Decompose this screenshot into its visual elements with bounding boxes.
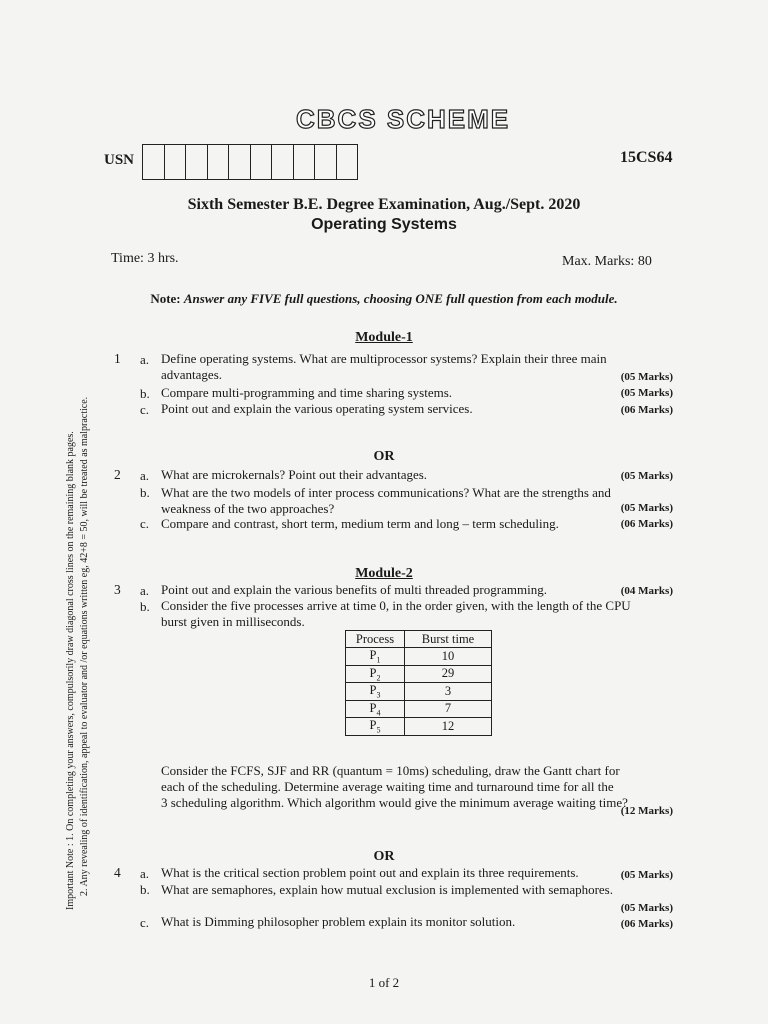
table-row — [346, 683, 492, 701]
part-letter: b. — [140, 386, 150, 401]
side-note-line2: 2. Any revealing of identification, appeal to evaluator and /or equations written eg, 42+8 = 50, will be treated as malpractice. — [79, 396, 90, 896]
marks-label: (05 Marks) — [620, 470, 673, 482]
table-header-cell: Process — [346, 631, 405, 648]
module-2-heading: Module-2 — [355, 566, 413, 581]
process-table — [345, 630, 492, 736]
process-subscript: 3 — [376, 690, 381, 700]
table-row — [346, 718, 492, 736]
note-text: Answer any FIVE full questions, choosing ONE full question from each module. — [183, 291, 618, 306]
process-subscript: 1 — [376, 655, 381, 665]
part-letter: a. — [140, 352, 150, 367]
marks-label: (12 Marks) — [620, 805, 673, 817]
part-letter: b. — [140, 882, 150, 897]
instructions-note — [0, 291, 768, 307]
table-cell: 10 — [405, 648, 492, 666]
part-letter: a. — [140, 866, 150, 881]
side-note-line1: Important Note : 1. On completing your answers, compulsorily draw diagonal cross lines on the remaining blank pages. — [65, 431, 76, 910]
process-subscript: 4 — [376, 708, 381, 717]
question-text: Point out and explain the various benefits of multi threaded programming. — [161, 582, 547, 597]
part-letter: c. — [140, 915, 150, 930]
table-row — [346, 700, 492, 718]
question-text: Compare and contrast, short term, medium term and long – term scheduling. — [161, 516, 559, 531]
table-cell: 29 — [405, 665, 492, 683]
table-header-cell: Burst time — [405, 631, 492, 648]
text-line: Define operating systems. What are multiprocessor systems? Explain their three main — [161, 351, 607, 366]
question-text: Compare multi-programming and time sharing systems. — [161, 385, 453, 400]
exam-title: Sixth Semester B.E. Degree Examination, Aug./Sept. 2020 — [187, 196, 581, 213]
process-name: P — [369, 700, 377, 715]
text-line: What are the two models of inter process communications? What are the strengths and — [161, 485, 611, 500]
marks-label: (05 Marks) — [620, 502, 673, 514]
table-cell: 7 — [405, 700, 492, 718]
marks-label: (04 Marks) — [620, 585, 673, 597]
table-header-row — [346, 631, 492, 648]
course-code: 15CS64 — [620, 149, 673, 166]
part-letter: a. — [140, 583, 150, 598]
subject-title: Operating Systems — [311, 216, 457, 233]
part-letter: b. — [140, 599, 150, 614]
part-letter: a. — [140, 468, 150, 483]
table-cell: 3 — [405, 683, 492, 701]
question-number: 1 — [114, 351, 121, 366]
text-line: Consider the five processes arrive at time 0, in the order given, with the length of the CPU — [161, 598, 631, 613]
table-cell — [346, 718, 405, 736]
table-cell — [346, 700, 405, 718]
table-cell — [346, 665, 405, 683]
page-number: 1 of 2 — [368, 975, 400, 990]
question-text — [161, 598, 673, 630]
marks-label: (05 Marks) — [620, 387, 673, 399]
process-table-wrapper — [345, 630, 492, 736]
text-line: 3 scheduling algorithm. Which algorithm would give the minimum average waiting time? — [161, 795, 628, 810]
part-letter: b. — [140, 485, 150, 500]
or-divider: OR — [373, 449, 395, 464]
part-letter: c. — [140, 516, 150, 531]
module-1-heading: Module-1 — [355, 330, 413, 345]
marks-label: (05 Marks) — [620, 902, 673, 914]
process-subscript: 5 — [376, 725, 381, 735]
scheme-logo: CBCS SCHEME — [296, 104, 511, 134]
process-name: P — [369, 718, 377, 732]
text-line: burst given in milliseconds. — [161, 614, 305, 629]
usn-boxes — [142, 144, 358, 180]
question-text: What are semaphores, explain how mutual exclusion is implemented with semaphores. — [161, 882, 613, 897]
process-name: P — [369, 665, 377, 680]
text-line: weakness of the two approaches? — [161, 501, 335, 516]
marks-label: (05 Marks) — [620, 371, 673, 383]
part-letter: c. — [140, 402, 150, 417]
side-important-note — [64, 397, 92, 910]
note-label: Note: — [150, 291, 181, 306]
table-cell — [346, 648, 405, 666]
or-divider: OR — [373, 849, 395, 864]
question-text: What are microkernals? Point out their advantages. — [161, 467, 428, 482]
text-line: advantages. — [161, 367, 223, 382]
text-line: Consider the FCFS, SJF and RR (quantum = 10ms) scheduling, draw the Gantt chart for — [161, 763, 620, 778]
question-text: What is Dimming philosopher problem explain its monitor solution. — [161, 914, 516, 929]
question-number: 4 — [114, 865, 121, 880]
text-line: each of the scheduling. Determine average waiting time and turnaround time for all the — [161, 779, 614, 794]
time-allowed: Time: 3 hrs. — [111, 251, 179, 266]
usn-label: USN — [104, 152, 135, 168]
table-cell — [346, 683, 405, 701]
question-text — [161, 763, 673, 811]
max-marks: Max. Marks: 80 — [562, 254, 652, 269]
process-name: P — [369, 648, 377, 662]
marks-label: (06 Marks) — [620, 518, 673, 530]
table-row — [346, 665, 492, 683]
marks-label: (06 Marks) — [620, 404, 673, 416]
question-text: What is the critical section problem point out and explain its three requirements. — [161, 865, 579, 880]
table-row — [346, 648, 492, 666]
process-name: P — [369, 683, 377, 697]
table-cell: 12 — [405, 718, 492, 736]
question-number: 3 — [114, 582, 121, 597]
question-text: Point out and explain the various operating system services. — [161, 401, 473, 416]
marks-label: (06 Marks) — [620, 918, 673, 930]
process-subscript: 2 — [376, 673, 381, 682]
question-number: 2 — [114, 467, 121, 482]
marks-label: (05 Marks) — [620, 869, 673, 881]
